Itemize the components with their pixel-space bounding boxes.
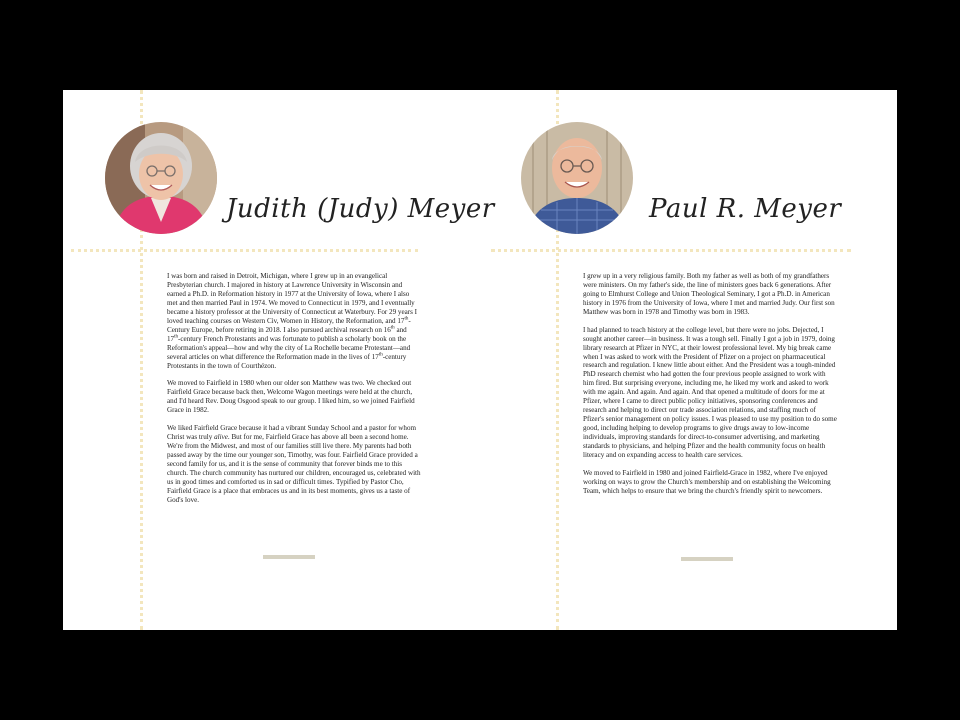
dotted-guide-horizontal-right [491, 249, 851, 252]
text-run: I had planned to teach history at the college level, but there were no jobs. Dejected, I sought another career—in business. It was a tough sell. Finally I got a job in 1979, doing library research at Pfizer in NYC, at their lowest professional level. My big break came when I was asked to work with the President of Pfizer on a project on pharmaceutical research and regulation. I knew little about either. And the President was a tough-minded PhD research chemist who had gotten the four previous people assigned to work with him fired. But surprising everyone, including me, he liked my work and asked to work with me again. And again. And again. And that opened a multitude of doors for me at Pfizer, where I came to direct public policy initiatives, sponsoring conferences and research and helping to direct our trade association relations, and staffing much of Pfizer's senior management on policy issues. I was pleased to use my position to do some good, including helping to develop programs to give drugs away to low-income individuals, improving standards for direct-to-consumer advertising, and marketing standards to physicians, and helping Pfizer and the health community focus on health literacy and on expanding access to health care services. [583, 325, 837, 459]
text-run: alive [214, 433, 228, 442]
left-paragraph-1 [167, 272, 421, 370]
paul-name-heading: Paul R. Meyer [649, 194, 842, 224]
dotted-guide-horizontal-left [71, 249, 418, 252]
paul-portrait-photo [521, 122, 633, 234]
text-run: We moved to Fairfield in 1980 when our older son Matthew was two. We checked out Fairfield Grace because back then, Welcome Wagon meetings were held at the church, and I'd heard Rev. Doug Osgood speak to our group. I liked him, so we joined Fairfield Grace in 1982. [167, 379, 415, 415]
booklet-spread [63, 90, 897, 630]
text-run: th [404, 316, 409, 322]
text-run: th [174, 334, 178, 340]
paul-biography [583, 272, 837, 505]
judy-portrait-photo [105, 122, 217, 234]
portrait-woman-icon [105, 122, 217, 234]
text-run: -century French Protestants and was fortunate to publish a scholarly book on the Reformation's appeal—how and why the city of La Rochelle became Protestant—and several articles on what difference the Reformation made in the lives of 17 [167, 334, 411, 361]
text-run: I grew up in a very religious family. Both my father as well as both of my grandfathers were ministers. On my father's side, the line of ministers goes back 6 generations. After going to Elmhurst College and Union Theological Seminary, I got a Ph.D. in American history in 1976 from the University of Iowa, where I met and married Judy. Our first son Matthew was born in 1978 and Timothy was born in 1983. [583, 272, 835, 316]
text-run: We moved to Fairfield in 1980 and joined Fairfield-Grace in 1982, where I've enjoyed working on ways to grow the Church's membership and on establishing the Welcoming Team, which helps to ensure that we bring the church's friendly spirit to newcomers. [583, 468, 831, 495]
right-paragraph-3 [583, 469, 837, 496]
left-paragraph-2 [167, 379, 421, 415]
text-run: We liked Fairfield Grace because it had a vibrant Sunday School and a pastor for whom Christ was truly [167, 424, 417, 442]
portrait-man-icon [521, 122, 633, 234]
text-run: th [390, 325, 395, 331]
judy-name-heading: Judith (Judy) Meyer [226, 194, 495, 224]
text-run: and 17 [167, 325, 407, 343]
separator-bar-right [681, 557, 733, 561]
text-run: -Century Europe, before retiring in 2018. I also pursued archival research on 16 [167, 316, 411, 334]
text-run: -century Protestants in the town of Courthézon. [167, 352, 407, 370]
left-paragraph-3 [167, 424, 421, 505]
text-run: I was born and raised in Detroit, Michigan, where I grew up in an evangelical Presbyterian church. I majored in history at Lawrence University in Wisconsin and earned a Ph.D. in Reformation history in 1977 at the University of Iowa, where I also met and then married Paul in 1974. We moved to Connecticut in 1979, and I eventually became a history professor at the University of Connecticut at Waterbury. For 29 years I loved teaching courses on Western Civ, Women in History, the Reformation, and 17 [167, 272, 417, 325]
separator-bar-left [263, 555, 315, 559]
text-run: . But for me, Fairfield Grace has above all been a second home. We're from the Midwest, and most of our families still live there. My parents had both passed away by the time our younger son, Timothy, was four. Fairfield Grace provided a second family for us, and it is the sense of community that forever binds me to this church. The church community has nurtured our children, encouraged us, celebrated with us in good times and comforted us in sad or difficult times. Typified by Pastor Cho, Fairfield Grace is a place that embraces us and in its best moments, gives us a taste of God's love. [167, 433, 421, 504]
right-paragraph-2 [583, 326, 837, 460]
right-paragraph-1 [583, 272, 837, 317]
judy-biography [167, 272, 421, 514]
text-run: th [378, 352, 383, 358]
